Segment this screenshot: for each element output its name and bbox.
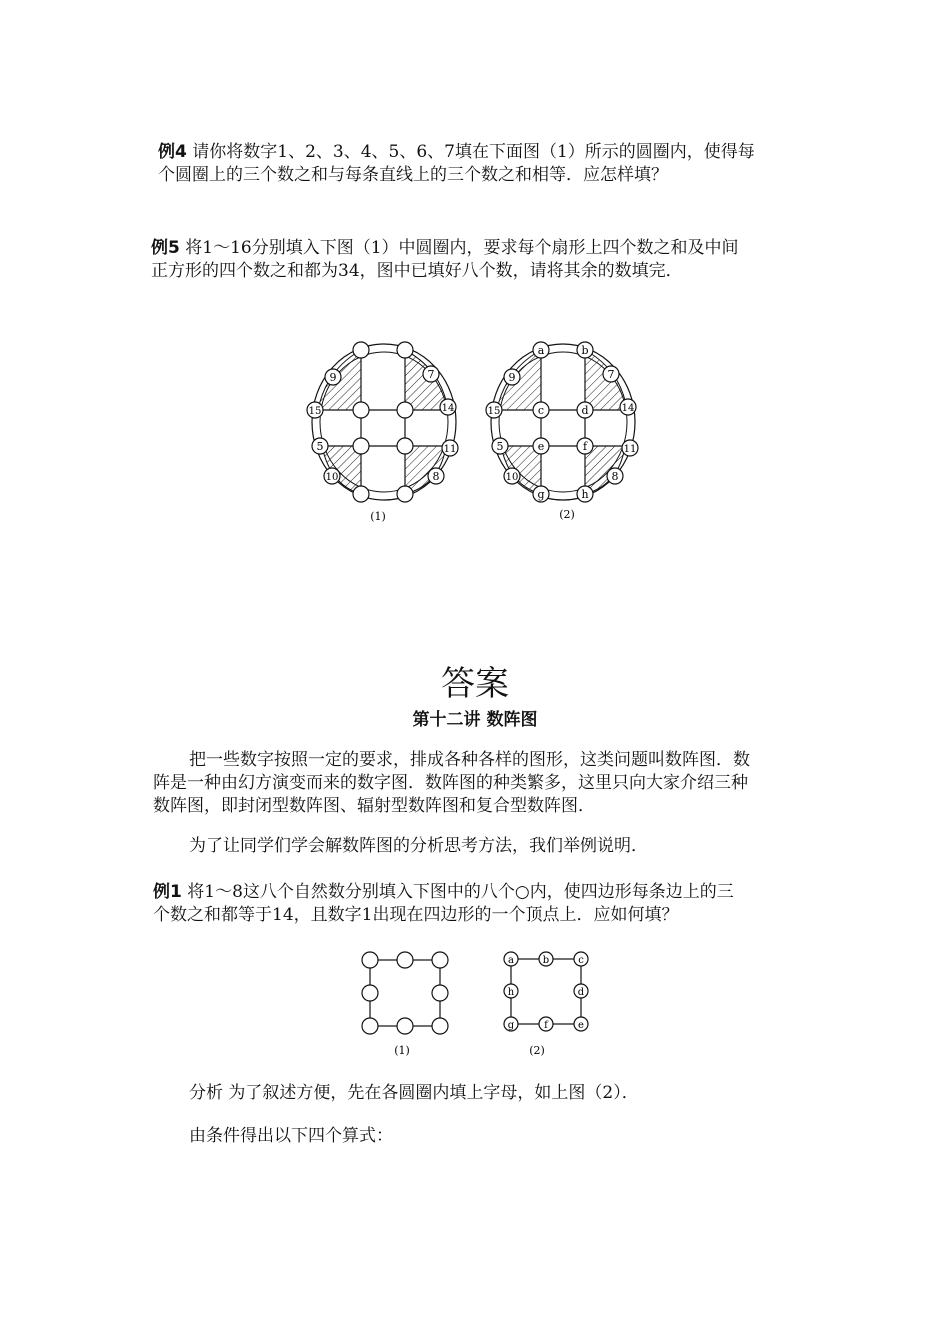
node-f bbox=[539, 1017, 553, 1031]
example5-label: 例5 bbox=[151, 238, 180, 258]
node-empty bbox=[432, 1018, 448, 1034]
conditions-paragraph: 由条件得出以下四个算式： bbox=[189, 1126, 393, 1146]
node-empty bbox=[397, 952, 413, 968]
svg-text:5: 5 bbox=[316, 440, 324, 453]
svg-text:9: 9 bbox=[508, 371, 516, 384]
example5-text1: 将1～16分别填入下图（1）中圆圈内，要求每个扇形上四个数之和及中间 bbox=[185, 238, 739, 258]
node-empty bbox=[397, 1018, 413, 1034]
example1-text1: 将1～8这八个自然数分别填入下图中的八个○内，使四边形每条边上的三 bbox=[187, 882, 734, 902]
svg-text:c: c bbox=[537, 404, 545, 417]
node-empty bbox=[362, 985, 378, 1001]
svg-text:g: g bbox=[537, 488, 545, 501]
node-empty bbox=[362, 952, 378, 968]
node-empty bbox=[432, 985, 448, 1001]
svg-text:a: a bbox=[537, 344, 545, 357]
svg-text:e: e bbox=[578, 1020, 584, 1031]
svg-text:f: f bbox=[544, 1020, 548, 1031]
example4-text1: 请你将数字1、2、3、4、5、6、7填在下面图（1）所示的圆圈内，使得每 bbox=[192, 142, 755, 162]
svg-text:a: a bbox=[508, 955, 514, 966]
svg-text:5: 5 bbox=[496, 440, 504, 453]
svg-text:15: 15 bbox=[308, 406, 322, 417]
svg-text:10: 10 bbox=[325, 472, 339, 483]
svg-text:9: 9 bbox=[329, 371, 337, 384]
square-figure-2 bbox=[504, 952, 588, 1057]
svg-text:h: h bbox=[581, 488, 589, 501]
oval-caption-1: (1) bbox=[370, 510, 386, 523]
svg-text:8: 8 bbox=[611, 470, 619, 483]
answer-heading: 答案 bbox=[441, 664, 509, 704]
svg-text:d: d bbox=[577, 987, 585, 998]
svg-text:f: f bbox=[582, 440, 588, 453]
svg-text:b: b bbox=[542, 955, 550, 966]
intro-line2: 阵是一种由幻方演变而来的数字图．数阵图的种类繁多，这里只向大家介绍三种 bbox=[153, 773, 748, 793]
lecture-title: 第十二讲 数阵图 bbox=[412, 710, 538, 730]
svg-text:e: e bbox=[537, 440, 545, 453]
node-b bbox=[539, 952, 553, 966]
node-empty bbox=[432, 952, 448, 968]
svg-text:h: h bbox=[507, 987, 515, 998]
node-empty bbox=[362, 1018, 378, 1034]
method-paragraph: 为了让同学们学会解数阵图的分析思考方法，我们举例说明． bbox=[189, 836, 648, 856]
example5-line2: 正方形的四个数之和都为34，图中已填好八个数，请将其余的数填完． bbox=[151, 261, 683, 281]
svg-text:8: 8 bbox=[432, 470, 440, 483]
svg-text:c: c bbox=[578, 955, 584, 966]
node-g bbox=[504, 1017, 518, 1031]
svg-text:14: 14 bbox=[441, 403, 455, 414]
svg-text:14: 14 bbox=[621, 403, 635, 414]
node-c bbox=[574, 952, 588, 966]
square-caption-2: (2) bbox=[529, 1044, 545, 1057]
node-d bbox=[574, 984, 588, 998]
analysis-paragraph: 分析 为了叙述方便，先在各圆圈内填上字母，如上图（2）． bbox=[189, 1083, 639, 1103]
svg-text:10: 10 bbox=[505, 472, 519, 483]
example1-line2: 个数之和都等于14，且数字1出现在四边形的一个顶点上．应如何填？ bbox=[153, 905, 679, 925]
node-a bbox=[504, 952, 518, 966]
example4-line2: 个圆圈上的三个数之和与每条直线上的三个数之和相等．应怎样填？ bbox=[158, 165, 668, 185]
node-h bbox=[504, 984, 518, 998]
square-caption-1: (1) bbox=[394, 1044, 410, 1057]
svg-text:11: 11 bbox=[443, 444, 457, 455]
node-e bbox=[574, 1017, 588, 1031]
svg-text:7: 7 bbox=[607, 368, 615, 381]
svg-text:7: 7 bbox=[427, 368, 435, 381]
svg-text:11: 11 bbox=[623, 444, 637, 455]
svg-text:g: g bbox=[507, 1020, 515, 1031]
intro-line3: 数阵图，即封闭型数阵图、辐射型数阵图和复合型数阵图． bbox=[153, 796, 595, 816]
example1-label: 例1 bbox=[153, 882, 182, 902]
svg-text:b: b bbox=[581, 344, 589, 357]
intro-line1: 把一些数字按照一定的要求，排成各种各样的图形，这类问题叫数阵图．数 bbox=[189, 750, 750, 770]
example4-label: 例4 bbox=[158, 142, 187, 162]
svg-text:d: d bbox=[581, 404, 589, 417]
oval-caption-2: (2) bbox=[559, 508, 575, 521]
svg-text:15: 15 bbox=[487, 406, 501, 417]
square-figure-1 bbox=[362, 952, 448, 1057]
